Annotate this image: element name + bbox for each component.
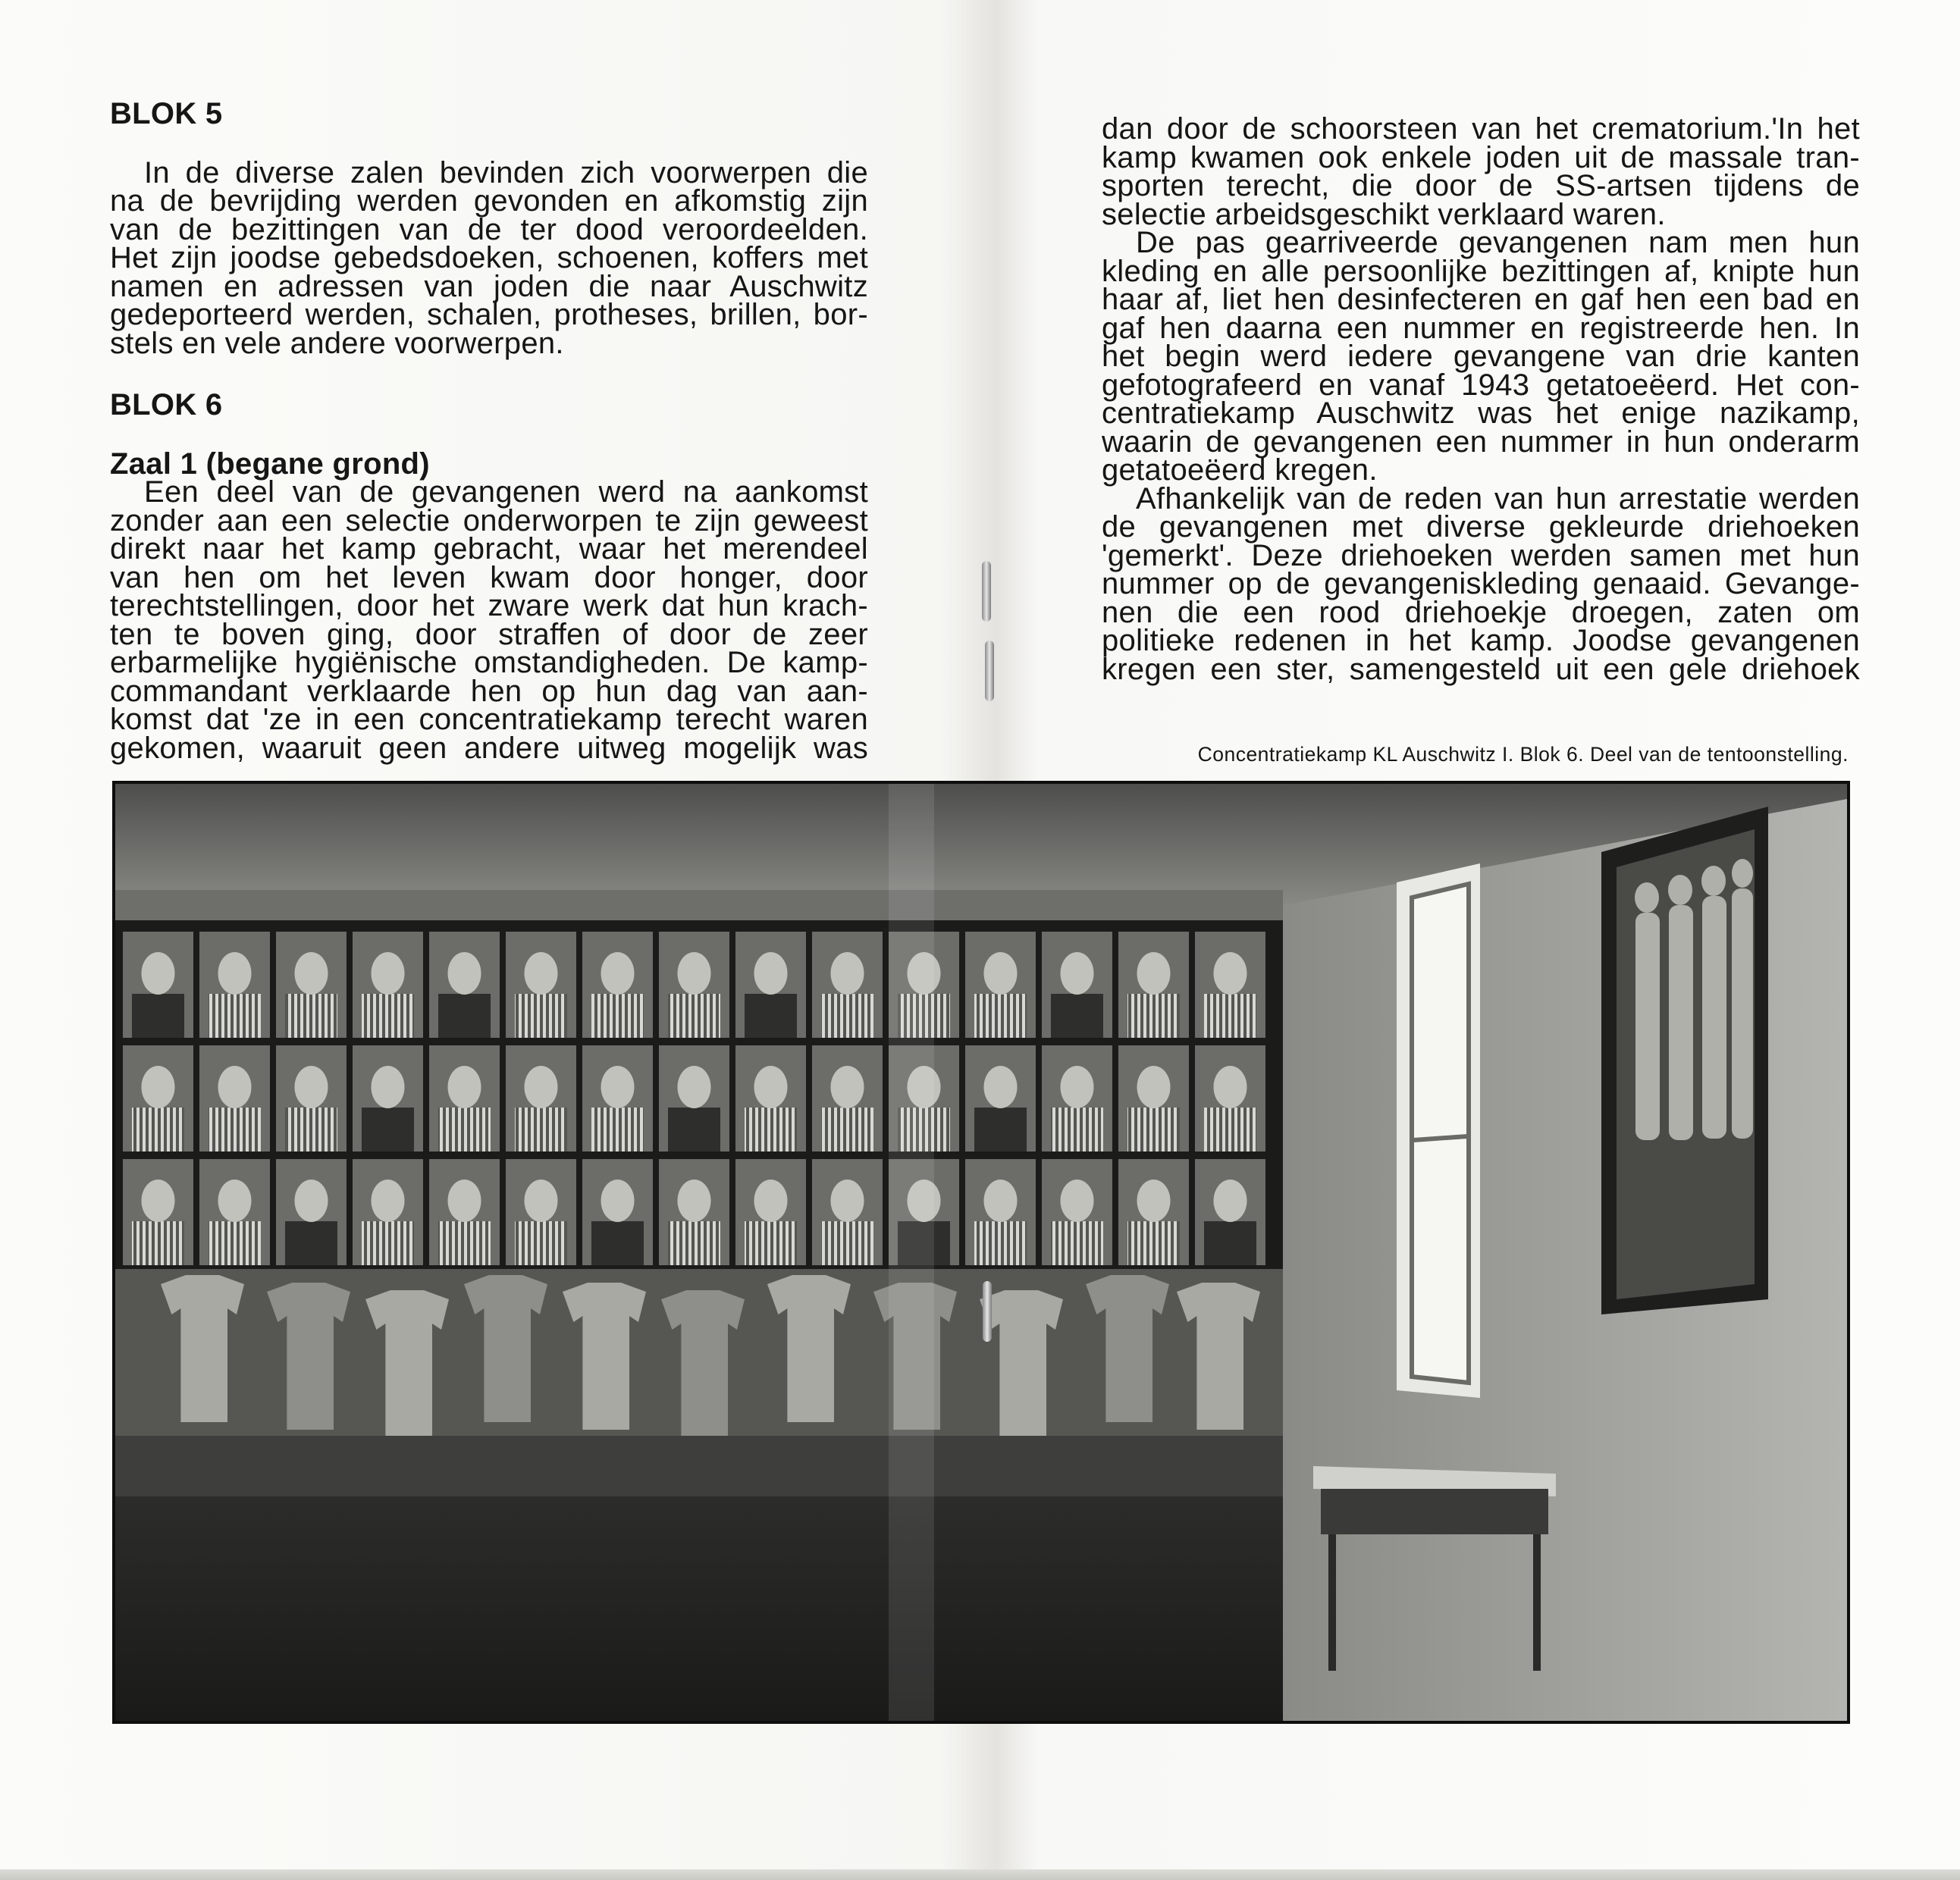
portrait-face <box>678 1066 711 1108</box>
prisoner-uniform <box>821 1221 873 1265</box>
right-paragraph-2-line: getatoeëerd kregen. <box>1102 453 1378 487</box>
portrait-face <box>142 1066 175 1108</box>
prisoner-uniform <box>1204 1108 1256 1152</box>
portrait-face <box>601 1180 635 1222</box>
exhibition-photograph <box>112 781 1850 1724</box>
prisoner-uniform <box>209 1221 261 1265</box>
right-paragraph-2-line: gaf hen daarna een nummer en registreerde hen. In <box>1102 311 1860 345</box>
blok5-paragraph-line: Het zijn joodse gebedsdoeken, schoenen, koffers met <box>110 241 868 274</box>
portrait-face <box>142 1180 175 1222</box>
right-page-text <box>1102 112 1860 686</box>
prisoner-uniform <box>668 1221 720 1265</box>
prisoner-uniform <box>132 994 184 1038</box>
portrait-face <box>525 1180 558 1222</box>
portrait-face <box>1214 1066 1247 1108</box>
zaal1-paragraph-line: ten te boven ging, door straffen of door de zeer <box>110 617 868 651</box>
blok5-paragraph-line: In de diverse zalen bevinden zich voorwerpen die <box>144 155 868 190</box>
binding-staple-bottom <box>983 1281 992 1342</box>
portrait-face <box>1137 952 1171 995</box>
portrait-face <box>525 952 558 995</box>
portrait-face <box>754 1180 788 1222</box>
prisoner-uniform <box>132 1221 184 1265</box>
prisoner-uniform <box>591 1108 644 1152</box>
prisoner-uniform <box>591 994 644 1038</box>
heading-blok-6: BLOK 6 <box>110 388 223 421</box>
right-paragraph-3-line: Afhankelijk van de reden van hun arrestatie werden <box>1136 481 1860 515</box>
prisoner-uniform <box>1051 1221 1103 1265</box>
prisoner-uniform <box>821 1108 873 1152</box>
zaal1-paragraph <box>110 475 868 765</box>
binding-staple-mid <box>985 641 994 701</box>
portrait-face <box>525 1066 558 1108</box>
right-paragraph-2-line: haar af, liet hen desinfecteren en gaf hen een bad en <box>1102 283 1860 316</box>
prisoner-uniform <box>668 994 720 1038</box>
prisoner-uniform <box>974 1108 1027 1152</box>
page-bottom-edge <box>0 1869 1960 1880</box>
prisoner-uniform <box>821 994 873 1038</box>
prisoner-uniform <box>132 1108 184 1152</box>
prisoner-uniform <box>974 994 1027 1038</box>
portrait-face <box>831 952 864 995</box>
zaal1-paragraph-line: erbarmelijke hygiënische omstandigheden. De kamp- <box>110 646 868 679</box>
portrait-face <box>295 1066 328 1108</box>
right-paragraph-3-line: politieke redenen in het kamp. Joodse gevangenen <box>1102 624 1860 657</box>
blok5-paragraph-line: na de bevrijding werden gevonden en afkomstig zijn <box>110 184 868 218</box>
prisoner-uniform <box>438 994 491 1038</box>
blok5-paragraph-line: stels en vele andere voorwerpen. <box>110 326 564 360</box>
left-page-text <box>110 97 868 765</box>
right-paragraph-2-line: gefotografeerd en vanaf 1943 getatoeëerd. Het con- <box>1102 368 1860 402</box>
prisoner-uniform <box>285 1108 337 1152</box>
prisoner-uniform <box>438 1108 491 1152</box>
prisoner-uniform <box>1204 1221 1256 1265</box>
right-paragraph-2-line: De pas gearriveerde gevangenen nam men hun <box>1136 226 1860 259</box>
prisoner-uniform <box>515 994 567 1038</box>
prisoner-uniform <box>209 1108 261 1152</box>
right-paragraph-2-line: kleding en alle persoonlijke bezittingen af, knipte hun <box>1102 254 1860 288</box>
prisoner-uniform <box>745 994 797 1038</box>
prisoner-uniform <box>668 1108 720 1152</box>
portrait-face <box>678 1180 711 1222</box>
portrait-face <box>448 1066 481 1108</box>
prisoner-uniform <box>515 1108 567 1152</box>
right-paragraph-3-line: kregen een ster, samengesteld uit een gele driehoek <box>1102 652 1860 686</box>
portrait-face <box>754 952 788 995</box>
right-paragraph-3 <box>1102 481 1860 686</box>
portrait-face <box>218 1180 252 1222</box>
portrait-face <box>1214 1180 1247 1222</box>
right-paragraph-1-line: selectie arbeidsgeschikt verklaard waren. <box>1102 197 1666 231</box>
portrait-face <box>1061 952 1094 995</box>
zaal1-paragraph-line: direkt naar het kamp gebracht, waar het merendeel <box>110 532 868 566</box>
portrait-face <box>372 1066 405 1108</box>
right-paragraph-2 <box>1102 226 1860 487</box>
portrait-face <box>295 1180 328 1222</box>
zaal1-paragraph-line: Een deel van de gevangenen werd na aankomst <box>144 475 868 509</box>
portrait-face <box>1214 952 1247 995</box>
prisoner-uniform <box>591 1221 644 1265</box>
right-paragraph-3-line: 'gemerkt'. Deze driehoeken werden samen met hun <box>1102 538 1860 572</box>
portrait-face <box>1061 1066 1094 1108</box>
right-paragraph-3-line: nummer op de gevangeniskleding genaaid. Gevange- <box>1102 567 1860 600</box>
portrait-face <box>754 1066 788 1108</box>
prisoner-uniform <box>362 1221 414 1265</box>
prisoner-uniform <box>974 1221 1027 1265</box>
prisoner-uniform <box>745 1221 797 1265</box>
blok5-paragraph-line: van de bezittingen van de ter dood veroordeelden. <box>110 212 868 246</box>
photo-caption: Concentratiekamp KL Auschwitz I. Blok 6. Deel van de tentoonstelling. <box>1197 743 1849 766</box>
right-paragraph-3-line: nen die een rood driehoekje droegen, zaten om <box>1102 595 1860 629</box>
portrait-face <box>678 952 711 995</box>
portrait-face <box>372 1180 405 1222</box>
portrait-face <box>984 1066 1018 1108</box>
blok5-paragraph <box>110 155 868 360</box>
prisoner-uniform <box>1127 994 1180 1038</box>
portrait-face <box>1137 1180 1171 1222</box>
blok5-paragraph-line: namen en adressen van joden die naar Auschwitz <box>110 269 868 303</box>
prisoner-uniform <box>1127 1221 1180 1265</box>
prisoner-uniform <box>285 1221 337 1265</box>
heading-blok-5: BLOK 5 <box>110 97 223 130</box>
exhibition-photo-illustration <box>115 784 1847 1721</box>
zaal1-paragraph-line: van hen om het leven kwam door honger, door <box>110 560 868 594</box>
portrait-face <box>142 952 175 995</box>
subheading-zaal-1: Zaal 1 (begane grond) <box>110 446 430 481</box>
prisoner-uniform <box>438 1221 491 1265</box>
portrait-face <box>601 1066 635 1108</box>
prisoner-uniform <box>745 1108 797 1152</box>
portrait-face <box>218 952 252 995</box>
prisoner-uniform <box>1051 994 1103 1038</box>
prisoner-uniform <box>1051 1108 1103 1152</box>
zaal1-paragraph-line: gekomen, waaruit geen andere uitweg mogelijk was <box>110 731 868 765</box>
portrait-face <box>1137 1066 1171 1108</box>
right-paragraph-2-line: waarin de gevangenen een nummer in hun onderarm <box>1102 425 1860 459</box>
portrait-face <box>295 952 328 995</box>
portrait-face <box>448 1180 481 1222</box>
portrait-face <box>984 952 1018 995</box>
prisoner-uniform <box>1127 1108 1180 1152</box>
prisoner-uniform <box>285 994 337 1038</box>
right-paragraph-1-line: kamp kwamen ook enkele joden uit de massale tran- <box>1102 140 1860 174</box>
portrait-face <box>1061 1180 1094 1222</box>
right-paragraph-3-line: de gevangenen met diverse gekleurde driehoeken <box>1102 510 1860 544</box>
right-paragraph-2-line: centratiekamp Auschwitz was het enige nazikamp, <box>1102 396 1860 430</box>
right-paragraph-1 <box>1102 112 1860 231</box>
zaal1-paragraph-line: komst dat 'ze in een concentratiekamp terecht waren <box>110 703 868 736</box>
prisoner-uniform <box>209 994 261 1038</box>
zaal1-paragraph-line: zonder aan een selectie onderworpen te zijn geweest <box>110 503 868 537</box>
zaal1-paragraph-line: commandant verklaarde hen op hun dag van aan- <box>110 674 868 708</box>
prisoner-uniform <box>1204 994 1256 1038</box>
portrait-face <box>984 1180 1018 1222</box>
portrait-face <box>601 952 635 995</box>
binding-staple-top <box>982 561 991 622</box>
prisoner-uniform <box>362 994 414 1038</box>
zaal1-paragraph-line: terechtstellingen, door het zware werk dat hun krach- <box>110 589 868 622</box>
prisoner-uniform <box>362 1108 414 1152</box>
blok5-paragraph-line: gedeporteerd werden, schalen, protheses, brillen, bor- <box>110 298 868 331</box>
right-paragraph-1-line: dan door de schoorsteen van het crematorium.'In het <box>1102 112 1860 146</box>
portrait-face <box>372 952 405 995</box>
portrait-face <box>218 1066 252 1108</box>
portrait-face <box>831 1180 864 1222</box>
prisoner-uniform <box>515 1221 567 1265</box>
right-paragraph-2-line: het begin werd iedere gevangene van drie kanten <box>1102 340 1860 373</box>
portrait-face <box>448 952 481 995</box>
portrait-face <box>831 1066 864 1108</box>
right-paragraph-1-line: sporten terecht, die door de SS-artsen tijdens de <box>1102 169 1860 202</box>
